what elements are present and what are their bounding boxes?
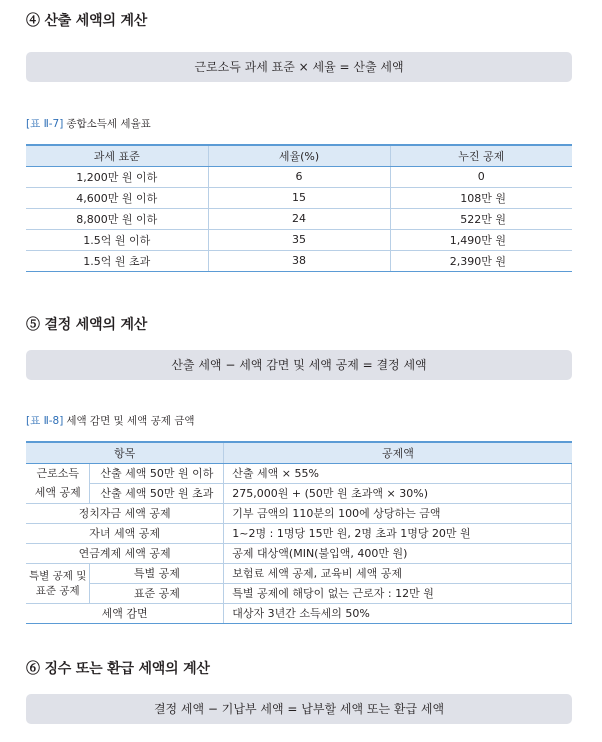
tax-base-cell: 4,600만 원 이하 [26, 187, 208, 208]
item-subcategory-cell: 표준 공제 [90, 583, 224, 603]
tax-credit-table-caption [26, 413, 195, 428]
table-row [26, 208, 572, 229]
deduction-amount-cell: 기부 금액의 110분의 100에 상당하는 금액 [224, 503, 572, 523]
deduction-cell: 0 [390, 166, 572, 187]
tax-rate-cell: 35 [208, 229, 390, 250]
item-cell: 자녀 세액 공제 [26, 523, 224, 543]
determined-tax-formula: 산출 세액 − 세액 감면 및 세액 공제 = 결정 세액 [26, 350, 572, 380]
deduction-amount-cell: 공제 대상액(MIN(불입액, 400만 원) [224, 543, 572, 563]
section-4-heading: ④ 산출 세액의 계산 [26, 13, 148, 29]
deduction-amount-cell: 산출 세액 × 55% [224, 463, 572, 483]
item-cell: 세액 감면 [26, 603, 224, 623]
col-header-tax-rate: 세율(%) [208, 145, 390, 166]
section-5-heading: ⑤ 결정 세액의 계산 [26, 317, 148, 333]
table-row [26, 229, 572, 250]
table-row [26, 603, 572, 623]
item-cell: 정치자금 세액 공제 [26, 503, 224, 523]
earned-income-credit-group: 근로소득 세액 공제 [26, 463, 90, 503]
deduction-cell: 108만 원 [390, 187, 572, 208]
tax-rate-table-caption [26, 116, 151, 131]
tax-rate-cell: 38 [208, 250, 390, 271]
table-row [26, 250, 572, 271]
tax-rate-cell: 6 [208, 166, 390, 187]
deduction-amount-cell: 275,000원 + (50만 원 초과액 × 30%) [224, 483, 572, 503]
calculated-tax-formula: 근로소득 과세 표준 × 세율 = 산출 세액 [26, 52, 572, 82]
table-row [26, 523, 572, 543]
table-row [26, 463, 572, 483]
deduction-amount-cell: 특별 공제에 해당이 없는 근로자 : 12만 원 [224, 583, 572, 603]
item-subcategory-cell: 산출 세액 50만 원 초과 [90, 483, 224, 503]
table-number: [표 Ⅱ-8] [26, 415, 64, 427]
table-header-row [26, 442, 572, 463]
table-row [26, 503, 572, 523]
deduction-amount-cell: 대상자 3년간 소득세의 50% [224, 603, 572, 623]
item-subcategory-cell: 산출 세액 50만 원 이하 [90, 463, 224, 483]
deduction-cell: 2,390만 원 [390, 250, 572, 271]
collection-refund-formula: 결정 세액 − 기납부 세액 = 납부할 세액 또는 환급 세액 [26, 694, 572, 724]
table-row [26, 483, 572, 503]
tax-credit-table [26, 441, 572, 624]
table-row [26, 583, 572, 603]
deduction-amount-cell: 1~2명 : 1명당 15만 원, 2명 초과 1명당 20만 원 [224, 523, 572, 543]
item-subcategory-cell: 특별 공제 [90, 563, 224, 583]
special-standard-credit-group: 특별 공제 및 표준 공제 [26, 563, 90, 603]
table-number: [표 Ⅱ-7] [26, 118, 64, 130]
col-header-progressive-deduction: 누진 공제 [390, 145, 572, 166]
table-row [26, 187, 572, 208]
tax-rate-cell: 15 [208, 187, 390, 208]
deduction-amount-cell: 보험료 세액 공제, 교육비 세액 공제 [224, 563, 572, 583]
table-row [26, 166, 572, 187]
table-title: 종합소득세 세율표 [66, 118, 151, 130]
tax-rate-table [26, 144, 572, 272]
section-6-heading: ⑥ 징수 또는 환급 세액의 계산 [26, 661, 210, 677]
col-header-item: 항목 [26, 442, 224, 463]
table-row [26, 563, 572, 583]
col-header-deduction-amount: 공제액 [224, 442, 572, 463]
table-title: 세액 감면 및 세액 공제 금액 [66, 415, 195, 427]
deduction-cell: 522만 원 [390, 208, 572, 229]
tax-base-cell: 1.5억 원 초과 [26, 250, 208, 271]
tax-rate-cell: 24 [208, 208, 390, 229]
tax-base-cell: 1.5억 원 이하 [26, 229, 208, 250]
item-cell: 연금계제 세액 공제 [26, 543, 224, 563]
table-header-row [26, 145, 572, 166]
table-row [26, 543, 572, 563]
deduction-cell: 1,490만 원 [390, 229, 572, 250]
tax-base-cell: 1,200만 원 이하 [26, 166, 208, 187]
col-header-tax-base: 과세 표준 [26, 145, 208, 166]
tax-base-cell: 8,800만 원 이하 [26, 208, 208, 229]
